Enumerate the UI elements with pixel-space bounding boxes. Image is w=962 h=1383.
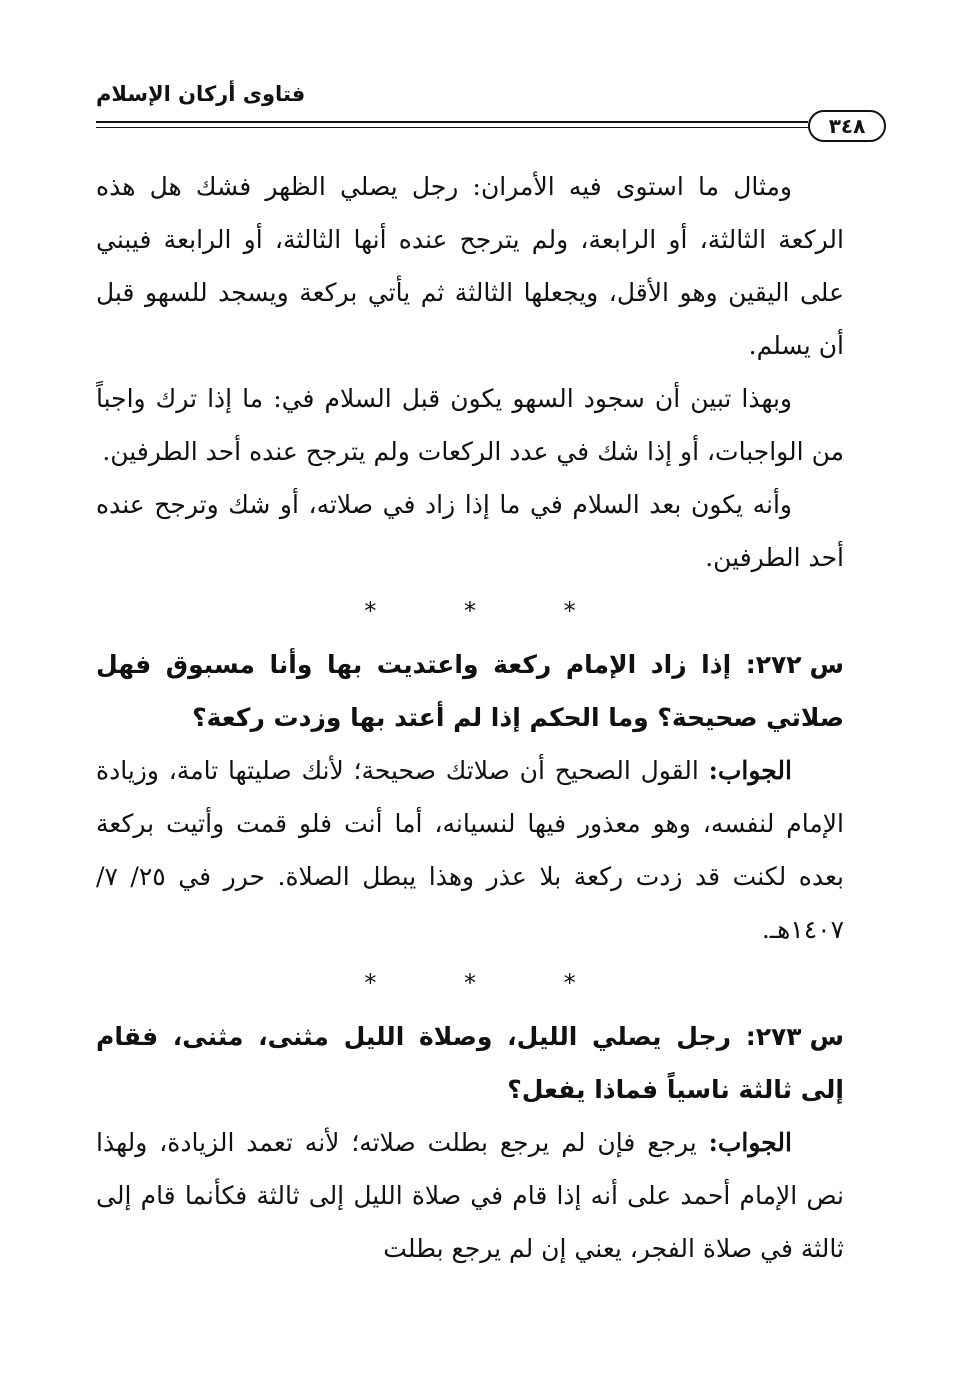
section-separator: * * * <box>364 597 616 625</box>
question-mark-symbol: س <box>809 1022 844 1051</box>
answer-label: الجواب: <box>708 1128 792 1157</box>
answer-272 <box>96 744 844 956</box>
answer-273 <box>96 1116 844 1275</box>
paragraph-example: ومثال ما استوى فيه الأمران: رجل يصلي الظهر فشك هل هذه الركعة الثالثة، أو الرابعة، ولم يترجح عنده أنها الثالثة، أو الرابعة فيبني على اليقين وهو الأقل، ويجعلها الثالثة ثم يأتي بركعة ويسجد للسهو قبل أن يسلم. <box>96 172 844 360</box>
question-273 <box>96 1010 844 1116</box>
answer-272-text: القول الصحيح أن صلاتك صحيحة؛ لأنك صليتها تامة، وزيادة الإمام لنفسه، وهو معذور فيها لنسيانه، أما أنت فلو قمت وأتيت بركعة بعده لكنت قد زدت ركعة بلا عذر وهذا يبطل الصلاة. حرر في ٢٥/ ٧/ ١٤٠٧هـ. <box>96 756 844 944</box>
running-header-title: فتاوى أركان الإسلام <box>96 82 306 106</box>
question-273-text: ٢٧٣: رجل يصلي الليل، وصلاة الليل مثنى، مثنى، فقام إلى ثالثة ناسياً فماذا يفعل؟ <box>96 1022 844 1104</box>
header-rule <box>96 121 808 128</box>
page-body <box>96 160 844 1275</box>
answer-273-text: يرجع فإن لم يرجع بطلت صلاته؛ لأنه تعمد الزيادة، ولهذا نص الإمام أحمد على أنه إذا قام في صلاة الليل إلى ثالثة فكأنما قام إلى ثالثة في صلاة الفجر، يعني إن لم يرجع بطلت <box>96 1128 844 1263</box>
answer-label: الجواب: <box>708 756 792 785</box>
question-272 <box>96 638 844 744</box>
question-272-text: ٢٧٢: إذا زاد الإمام ركعة واعتديت بها وأنا مسبوق فهل صلاتي صحيحة؟ وما الحكم إذا لم أعتد بها وزدت ركعة؟ <box>96 650 844 732</box>
question-mark-symbol: س <box>809 650 844 679</box>
paragraph-after-salam: وأنه يكون بعد السلام في ما إذا زاد في صلاته، أو شك وترجح عنده أحد الطرفين. <box>96 490 844 572</box>
page-number-badge: ٣٤٨ <box>808 110 886 142</box>
paragraph-before-salam: وبهذا تبين أن سجود السهو يكون قبل السلام في: ما إذا ترك واجباً من الواجبات، أو إذا شك في عدد الركعات ولم يترجح عنده أحد الطرفين. <box>96 384 844 466</box>
section-separator: * * * <box>364 969 616 997</box>
